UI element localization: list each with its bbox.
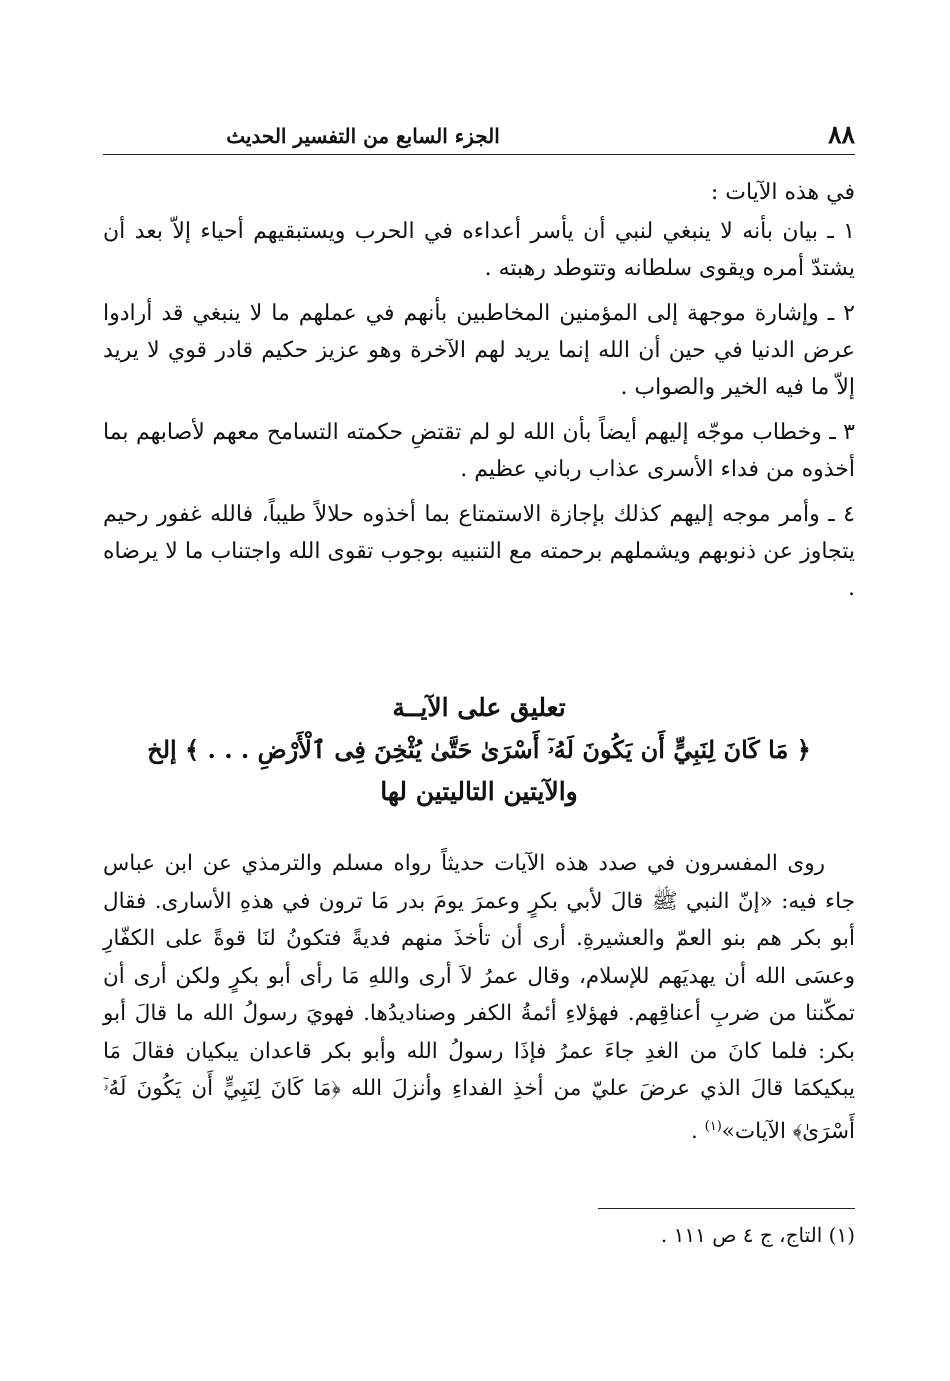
story-closing-verse: ﴿مَا كَانَ لِنَبِيٍّ أَن يَكُونَ لَهُۥٓ أَسْرَىٰ﴾ bbox=[103, 1076, 855, 1144]
story-closing-tail: الآيات» bbox=[721, 1118, 786, 1144]
intro-lead: في هذه الآيات : bbox=[710, 180, 855, 205]
page-number: ٨٨ bbox=[828, 120, 855, 149]
intro-point: ٤ ـ وأمر موجه إليهم كذلك بإجازة الاستمتاع بما أخذوه حلالاً طيباً، فالله غفور رحيم يتجاوز عن ذنوبهم ويشملهم برحمته مع التنبيه بوجوب تقوى الله واجتناب ما لا يرضاه . bbox=[103, 502, 855, 601]
intro-point: ٢ ـ وإشارة موجهة إلى المؤمنين المخاطبين بأنهم في عملهم ما لا ينبغي قد أرادوا عرض الدنيا في حين أن الله إنما يريد لهم الآخرة وهو عزيز حكيم قادر قوي لا يريد إلاّ ما فيه الخير والصواب . bbox=[103, 301, 855, 400]
section-verse-line bbox=[103, 728, 855, 772]
footnotes bbox=[103, 1218, 855, 1252]
page-header bbox=[103, 116, 855, 155]
section-title: تعليق على الآيــة bbox=[392, 693, 566, 722]
story-text: روى المفسرون في صدد هذه الآيات حديثاً رواه مسلم والترمذي عن ابن عباس جاء فيه: «إنّ النبي ﷺ قالَ لأبي بكرٍ وعمرَ يومَ بدر مَا ترون في هذهِ الأسارى. فقال أبو بكر هم بنو العمّ والعشيرةِ. أرى أن تأخذَ منهم فديةً فتكونُ لنَا قوةً على الكفّارِ وعسَى الله أن يهديَهم للإسلام، وقال عمرُ لاَ أرى واللهِ مَا رأى أبو بكرٍ ولكن أرى أن تمكّننا من ضربِ أعناقِهم. فهؤلاءِ أئمةُ الكفر وصناديدُها. فهويَ رسولُ الله ما قالَ أبو بكر: فلما كانَ من الغدِ جاءَ عمرُ فإذَا رسولُ الله وأبو بكر قاعدان يبكيان فقالَ مَا يبكيكمَا قالَ الذي عرضَ عليّ من أخذِ الفداءِ وأنزلَ الله bbox=[103, 851, 855, 1101]
footnote-marker: (١) bbox=[704, 1118, 722, 1134]
verse-open-brace: ﴿ bbox=[796, 735, 811, 764]
intro-section bbox=[103, 174, 855, 615]
section-verse: مَا كَانَ لِنَبِيٍّ أَن يَكُونَ لَهُۥٓ أَسْرَىٰ حَتَّىٰ يُثْخِنَ فِى ٱلْأَرْضِ bbox=[257, 735, 789, 764]
running-title: الجزء السابع من التفسير الحديث bbox=[226, 124, 500, 148]
verse-close-brace: . . . ﴾ bbox=[185, 735, 250, 764]
story-end-mark: . bbox=[690, 1118, 698, 1144]
section-subtitle: والآيتين التاليتين لها bbox=[380, 777, 578, 806]
story-section bbox=[103, 845, 855, 1150]
footnote-separator bbox=[598, 1208, 855, 1209]
verse-suffix: إلخ bbox=[147, 735, 177, 764]
intro-point: ١ ـ بيان بأنه لا ينبغي لنبي أن يأسر أعداءه في الحرب ويستبقيهم أحياء إلاّ بعد أن يشتدّ أمره ويقوى سلطانه وتتوطد رهبته . bbox=[103, 219, 855, 281]
intro-point: ٣ ـ وخطاب موجّه إليهم أيضاً بأن الله لو لم تقتضِ حكمته التسامح معهم لأصابهم بما أخذوه من فداء الأسرى عذاب رباني عظيم . bbox=[103, 420, 855, 482]
story-paragraph bbox=[103, 845, 855, 1150]
footnote-item: (١) التاج، ج ٤ ص ١١١ . bbox=[660, 1223, 855, 1247]
section-heading bbox=[103, 688, 855, 812]
